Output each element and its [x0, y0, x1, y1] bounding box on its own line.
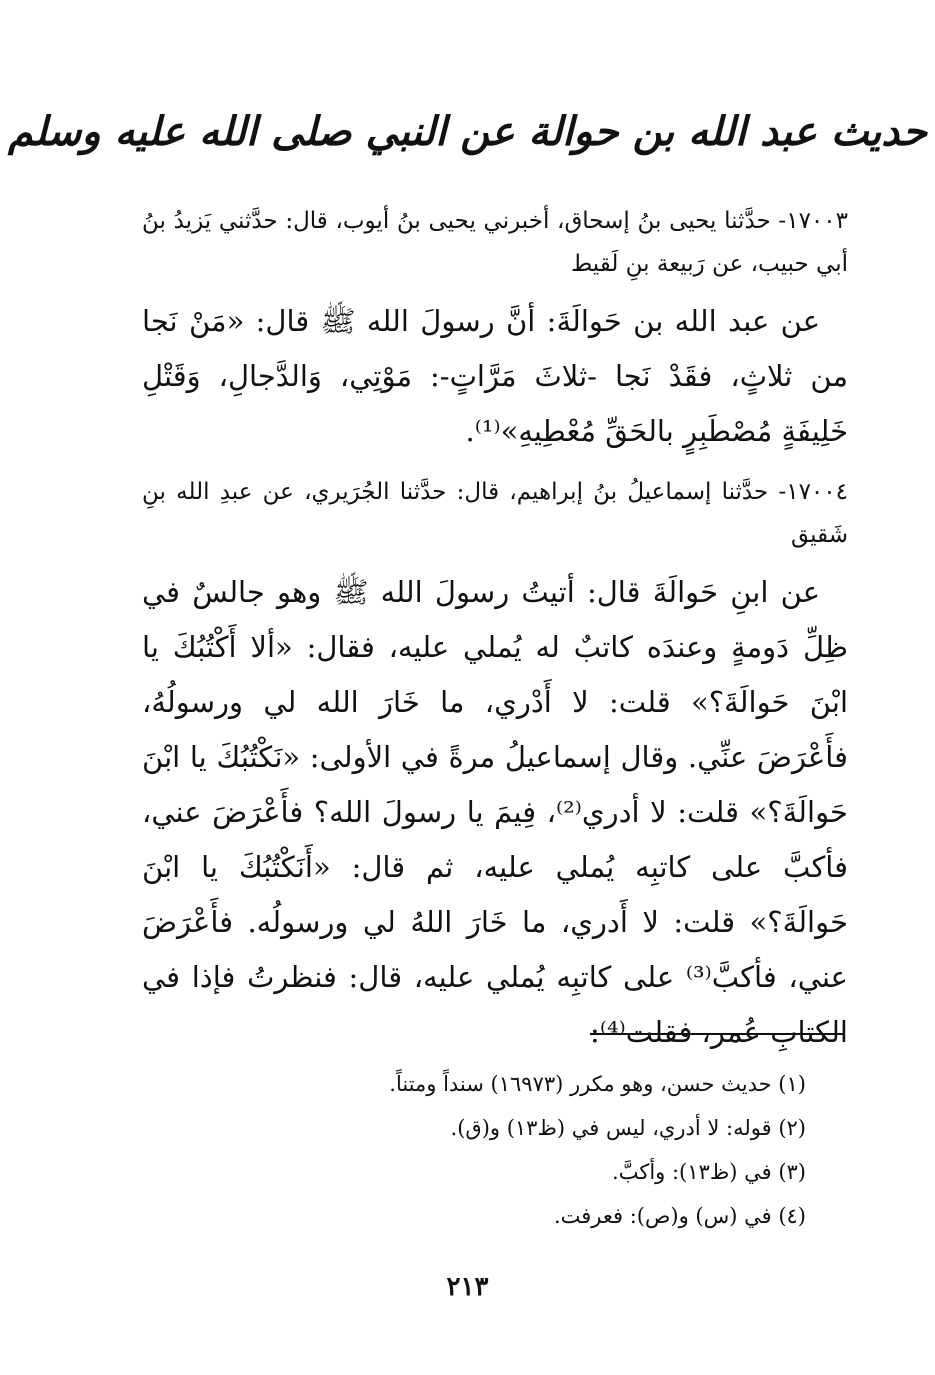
- page-number: ٢١٣: [446, 1272, 489, 1302]
- hadith-17004-isnad: ١٧٠٠٤- حدَّثنا إسماعيلُ بنُ إبراهيم، قال: حدَّثنا الجُرَيري، عن عبدِ الله بنِ شَقيق: [142, 479, 848, 548]
- footnote-1: (١) حديث حسن، وهو مكرر (١٦٩٧٣) سنداً ومتناً.: [389, 1072, 806, 1096]
- page-body: [142, 200, 848, 1060]
- chapter-heading: حديث عبد الله بن حوالة عن النبي صلى الله عليه وسلم: [8, 108, 927, 155]
- footnotes: [142, 1062, 806, 1238]
- hadith-17003-isnad: ١٧٠٠٣- حدَّثنا يحيى بنُ إسحاق، أخبرني يحيى بنُ أيوب، قال: حدَّثني يَزيدُ بنُ أبي حبيب، عن رَبيعة بنِ لَقيط: [142, 208, 848, 277]
- hadith-17003-matn: عن عبد الله بن حَوالَةَ: أنَّ رسولَ الله ﷺ قال: «مَنْ نَجا من ثلاثٍ، فقَدْ نَجا -ثلاثَ مَرَّاتٍ-: مَوْتِي، وَالدَّجالِ، وَقَتْلِ خَلِيفَةٍ مُصْطَبِرٍ بالحَقِّ مُعْطِيهِ»⁽¹⁾.: [142, 304, 848, 448]
- footnote-4: (٤) في (س) و(ص): فعرفت.: [553, 1204, 806, 1228]
- hadith-17004-matn: عن ابنِ حَوالَةَ قال: أتيتُ رسولَ الله ﷺ وهو جالسٌ في ظِلِّ دَومةٍ وعندَه كاتبٌ له يُملي عليه، فقال: «ألا أَكْتُبُكَ يا ابْنَ حَوالَةَ؟» قلت: لا أَدْري، ما خَارَ الله لي ورسولُهُ، فأَعْرَضَ عنِّي. وقال إسماعيلُ مرةً في الأولى: «نَكْتُبُكَ يا ابْنَ حَوالَةَ؟» قلت: لا أدري⁽²⁾، فِيمَ يا رسولَ الله؟ فأَعْرَضَ عني، فأكبَّ على كاتبِه يُملي عليه، ثم قال: «أَنَكْتُبُكَ يا ابْنَ حَوالَةَ؟» قلت: لا أَدري، ما خَارَ اللهُ لي ورسولُه. فأَعْرَضَ عني، فأكبَّ⁽³⁾ على كاتبِه يُملي عليه، قال: فنظرتُ فإذا في الكتابِ عُمر، فقلت⁽⁴⁾:: [142, 575, 848, 1049]
- footnote-3: (٣) في (ظ١٣): وأكبَّ.: [612, 1160, 806, 1184]
- footnote-2: (٢) قوله: لا أدري، ليس في (ظ١٣) و(ق).: [450, 1116, 806, 1140]
- footnote-separator: [590, 1033, 844, 1035]
